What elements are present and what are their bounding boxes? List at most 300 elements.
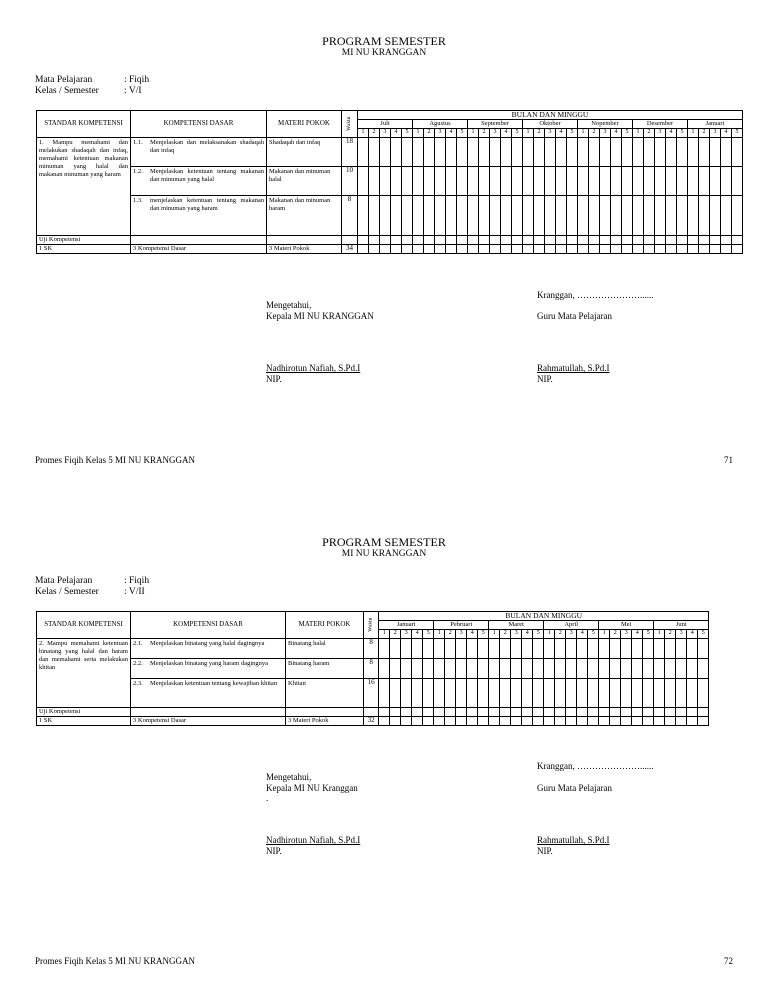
week-cell xyxy=(489,659,500,679)
week-number: 1 xyxy=(489,630,500,639)
week-cell xyxy=(643,679,654,708)
week-cell xyxy=(500,659,511,679)
week-cell xyxy=(369,167,380,196)
page-footer xyxy=(35,956,733,966)
month-header: Januari xyxy=(688,120,743,129)
week-cell xyxy=(687,679,698,708)
kompetensi-dasar-cell xyxy=(131,196,267,236)
headmaster-title: Kepala MI NU Kranggan xyxy=(266,783,358,793)
week-cell xyxy=(545,138,556,167)
week-cell xyxy=(478,708,489,717)
week-cell xyxy=(423,717,434,726)
week-cell xyxy=(721,245,732,254)
week-number: 2 xyxy=(479,129,490,138)
week-number: 4 xyxy=(412,630,423,639)
week-number: 1 xyxy=(358,129,369,138)
week-cell xyxy=(391,236,402,245)
week-cell xyxy=(622,245,633,254)
week-cell xyxy=(533,639,544,659)
week-number: 3 xyxy=(490,129,501,138)
week-number: 2 xyxy=(555,630,566,639)
info-value: : V/I xyxy=(124,86,142,96)
week-cell xyxy=(435,245,446,254)
week-cell xyxy=(478,717,489,726)
week-cell xyxy=(610,679,621,708)
week-cell xyxy=(490,236,501,245)
week-cell xyxy=(423,679,434,708)
waktu-cell: 18 xyxy=(342,138,358,167)
week-cell xyxy=(611,245,622,254)
week-cell xyxy=(721,236,732,245)
header-materi: MATERI POKOK xyxy=(286,612,364,639)
week-cell xyxy=(413,245,424,254)
week-number: 1 xyxy=(413,129,424,138)
week-cell xyxy=(534,167,545,196)
week-cell xyxy=(511,717,522,726)
week-cell xyxy=(710,245,721,254)
week-cell xyxy=(610,708,621,717)
week-cell xyxy=(566,659,577,679)
program-table xyxy=(36,611,709,726)
week-cell xyxy=(380,245,391,254)
kompetensi-dasar-cell xyxy=(131,167,267,196)
week-number: 4 xyxy=(687,630,698,639)
week-number: 5 xyxy=(512,129,523,138)
week-cell xyxy=(588,639,599,659)
week-cell xyxy=(413,196,424,236)
week-cell xyxy=(566,639,577,659)
week-cell xyxy=(600,245,611,254)
week-cell xyxy=(445,639,456,659)
week-cell xyxy=(423,639,434,659)
week-cell xyxy=(380,138,391,167)
week-cell xyxy=(666,245,677,254)
uji-kompetensi-label: Uji Kompetensi xyxy=(37,708,131,717)
week-cell xyxy=(655,245,666,254)
week-cell xyxy=(512,236,523,245)
standar-kompetensi-cell: 2. Mampu memahami ketentuan binatang yang halal dan haram dan memahami serta melakukan khitan xyxy=(37,639,131,708)
week-cell xyxy=(699,245,710,254)
week-cell xyxy=(567,236,578,245)
week-number: 3 xyxy=(456,630,467,639)
week-cell xyxy=(732,196,743,236)
kd-text: Menjelaskan ketentuan tentang makanan dan minuman yang halal xyxy=(150,168,264,183)
week-cell xyxy=(654,717,665,726)
program-table xyxy=(36,110,743,254)
week-cell xyxy=(445,717,456,726)
week-cell xyxy=(500,639,511,659)
week-number: 1 xyxy=(654,630,665,639)
week-cell xyxy=(588,708,599,717)
week-cell xyxy=(501,236,512,245)
kd-text: Menjelaskan dan melaksanakan shadaqah dan infaq xyxy=(150,139,264,154)
kd-number: 1.2. xyxy=(133,168,143,175)
week-number: 5 xyxy=(567,129,578,138)
week-cell xyxy=(545,236,556,245)
week-number: 1 xyxy=(688,129,699,138)
week-cell xyxy=(654,679,665,708)
place-date: Kranggan, …………………...... xyxy=(537,761,654,771)
week-cell xyxy=(391,138,402,167)
week-cell xyxy=(555,639,566,659)
week-cell xyxy=(545,245,556,254)
week-cell xyxy=(622,196,633,236)
week-number: 5 xyxy=(423,630,434,639)
week-cell xyxy=(456,717,467,726)
week-cell xyxy=(721,196,732,236)
total-mp: 3 Materi Pokok xyxy=(286,717,364,726)
week-cell xyxy=(457,236,468,245)
week-number: 3 xyxy=(710,129,721,138)
totals-row xyxy=(37,245,743,254)
week-number: 2 xyxy=(534,129,545,138)
week-cell xyxy=(534,236,545,245)
week-cell xyxy=(457,138,468,167)
week-cell xyxy=(369,138,380,167)
week-cell xyxy=(644,138,655,167)
week-number: 3 xyxy=(621,630,632,639)
week-cell xyxy=(577,679,588,708)
week-cell xyxy=(479,236,490,245)
week-cell xyxy=(379,708,390,717)
week-cell xyxy=(511,708,522,717)
week-cell xyxy=(555,708,566,717)
week-cell xyxy=(589,167,600,196)
week-cell xyxy=(600,167,611,196)
week-cell xyxy=(633,138,644,167)
week-cell xyxy=(511,659,522,679)
week-cell xyxy=(402,245,413,254)
week-cell xyxy=(655,196,666,236)
info-label: Mata Pelajaran xyxy=(35,576,93,586)
week-cell xyxy=(622,167,633,196)
week-cell xyxy=(665,639,676,659)
kd-number: 1.1. xyxy=(133,139,143,146)
week-number: 4 xyxy=(721,129,732,138)
footer-text: Promes Fiqih Kelas 5 MI NU KRANGGAN xyxy=(35,455,195,465)
week-cell xyxy=(358,245,369,254)
week-cell xyxy=(523,138,534,167)
week-cell xyxy=(456,639,467,659)
week-cell xyxy=(523,245,534,254)
week-cell xyxy=(588,717,599,726)
week-cell xyxy=(665,708,676,717)
week-number: 4 xyxy=(467,630,478,639)
week-cell xyxy=(677,245,688,254)
week-cell xyxy=(732,245,743,254)
week-cell xyxy=(610,659,621,679)
week-cell xyxy=(622,138,633,167)
week-cell xyxy=(468,236,479,245)
week-cell xyxy=(456,679,467,708)
week-cell xyxy=(654,659,665,679)
week-number: 4 xyxy=(632,630,643,639)
week-cell xyxy=(423,708,434,717)
week-cell xyxy=(666,196,677,236)
week-number: 4 xyxy=(556,129,567,138)
week-number: 2 xyxy=(699,129,710,138)
header-kompetensi: KOMPETENSI DASAR xyxy=(131,612,286,639)
week-cell xyxy=(467,717,478,726)
waktu-cell: 10 xyxy=(342,167,358,196)
week-number: 5 xyxy=(622,129,633,138)
table-row xyxy=(37,196,743,236)
week-cell xyxy=(435,196,446,236)
week-number: 5 xyxy=(457,129,468,138)
teacher-name: Rahmatullah, S.Pd.I xyxy=(537,363,610,373)
week-cell xyxy=(698,679,709,708)
kd-text: menjelaskan ketentuan tentang makanan dan minuman yang haram xyxy=(150,197,264,212)
week-cell xyxy=(545,196,556,236)
week-cell xyxy=(556,196,567,236)
kompetensi-dasar-cell xyxy=(131,659,286,679)
headmaster-name: Nadhirotun Nafiah, S.Pd.I xyxy=(266,835,361,845)
week-cell xyxy=(643,659,654,679)
table-row xyxy=(37,167,743,196)
subject-info xyxy=(35,576,149,598)
week-cell xyxy=(698,708,709,717)
week-cell xyxy=(666,167,677,196)
week-cell xyxy=(687,708,698,717)
teacher-title: Guru Mata Pelajaran xyxy=(537,311,612,321)
week-cell xyxy=(380,167,391,196)
week-cell xyxy=(688,167,699,196)
week-cell xyxy=(412,708,423,717)
total-waktu: 34 xyxy=(342,245,358,254)
week-cell xyxy=(380,236,391,245)
week-cell xyxy=(467,708,478,717)
week-cell xyxy=(457,196,468,236)
month-header: Agustus xyxy=(413,120,468,129)
week-cell xyxy=(699,167,710,196)
week-cell xyxy=(522,639,533,659)
week-cell xyxy=(566,679,577,708)
materi-pokok-cell: Makanan dan minuman haram xyxy=(267,196,342,236)
week-cell xyxy=(533,659,544,679)
week-cell xyxy=(435,138,446,167)
headmaster-nip: NIP. xyxy=(266,846,282,856)
week-number: 1 xyxy=(379,630,390,639)
week-cell xyxy=(577,717,588,726)
week-number: 5 xyxy=(533,630,544,639)
week-cell xyxy=(721,138,732,167)
week-cell xyxy=(643,717,654,726)
header-materi: MATERI POKOK xyxy=(267,111,342,138)
month-header: September xyxy=(468,120,523,129)
total-mp: 3 Materi Pokok xyxy=(267,245,342,254)
month-header: Oktober xyxy=(523,120,578,129)
week-cell xyxy=(523,196,534,236)
week-number: 3 xyxy=(655,129,666,138)
info-value: : Fiqih xyxy=(124,576,150,586)
week-number: 1 xyxy=(578,129,589,138)
week-cell xyxy=(478,679,489,708)
week-number: 1 xyxy=(468,129,479,138)
header-standar: STANDAR KOMPETENSI xyxy=(37,111,131,138)
week-cell xyxy=(457,245,468,254)
week-number: 2 xyxy=(390,630,401,639)
week-cell xyxy=(489,639,500,659)
week-cell xyxy=(500,717,511,726)
week-number: 3 xyxy=(545,129,556,138)
week-cell xyxy=(655,138,666,167)
week-cell xyxy=(699,196,710,236)
week-cell xyxy=(424,236,435,245)
table-row xyxy=(37,679,709,708)
week-cell xyxy=(644,245,655,254)
week-cell xyxy=(555,659,566,679)
waktu-cell: 8 xyxy=(342,196,358,236)
empty-cell xyxy=(267,236,342,245)
week-cell xyxy=(468,167,479,196)
week-cell xyxy=(523,236,534,245)
materi-pokok-cell: Binatang haram xyxy=(286,659,364,679)
week-cell xyxy=(412,717,423,726)
week-cell xyxy=(446,167,457,196)
week-cell xyxy=(600,236,611,245)
week-cell xyxy=(687,639,698,659)
total-sk: 1 SK xyxy=(37,717,131,726)
kompetensi-dasar-cell xyxy=(131,138,267,167)
kompetensi-dasar-cell xyxy=(131,639,286,659)
week-cell xyxy=(578,236,589,245)
week-cell xyxy=(611,196,622,236)
week-cell xyxy=(665,659,676,679)
week-cell xyxy=(511,679,522,708)
week-cell xyxy=(478,659,489,679)
week-cell xyxy=(632,639,643,659)
month-header: Desember xyxy=(633,120,688,129)
month-header: Maret xyxy=(489,621,544,630)
week-cell xyxy=(413,138,424,167)
week-number: 4 xyxy=(501,129,512,138)
week-cell xyxy=(643,708,654,717)
week-cell xyxy=(512,196,523,236)
week-cell xyxy=(687,659,698,679)
empty-cell xyxy=(131,236,267,245)
week-cell xyxy=(676,717,687,726)
empty-cell xyxy=(342,236,358,245)
week-number: 3 xyxy=(566,630,577,639)
week-number: 4 xyxy=(522,630,533,639)
week-cell xyxy=(578,196,589,236)
week-cell xyxy=(390,659,401,679)
headmaster-name: Nadhirotun Nafiah, S.Pd.I xyxy=(266,363,361,373)
week-cell xyxy=(666,138,677,167)
week-cell xyxy=(468,196,479,236)
week-cell xyxy=(599,708,610,717)
week-cell xyxy=(610,639,621,659)
empty-cell xyxy=(131,708,286,717)
week-cell xyxy=(522,717,533,726)
week-cell xyxy=(666,236,677,245)
subject-info xyxy=(35,75,149,97)
month-header: Juli xyxy=(358,120,413,129)
week-number: 3 xyxy=(600,129,611,138)
week-cell xyxy=(369,236,380,245)
header-standar: STANDAR KOMPETENSI xyxy=(37,612,131,639)
week-cell xyxy=(677,138,688,167)
header-waktu: Waktu xyxy=(364,612,379,639)
info-label: Mata Pelajaran xyxy=(35,75,93,85)
kd-text: Menjelaskan binatang yang halal dagingnya xyxy=(150,640,265,647)
week-cell xyxy=(501,245,512,254)
total-kd: 3 Kompetensi Dasar xyxy=(131,717,286,726)
week-cell xyxy=(379,717,390,726)
week-cell xyxy=(522,679,533,708)
week-cell xyxy=(534,138,545,167)
week-cell xyxy=(567,138,578,167)
week-cell xyxy=(621,717,632,726)
week-cell xyxy=(445,708,456,717)
week-cell xyxy=(380,196,391,236)
week-cell xyxy=(412,639,423,659)
week-cell xyxy=(456,659,467,679)
week-cell xyxy=(390,708,401,717)
week-cell xyxy=(358,236,369,245)
week-cell xyxy=(379,639,390,659)
week-number: 2 xyxy=(610,630,621,639)
week-cell xyxy=(512,167,523,196)
page-footer xyxy=(35,455,733,465)
week-cell xyxy=(710,196,721,236)
week-number: 2 xyxy=(424,129,435,138)
week-cell xyxy=(589,138,600,167)
week-cell xyxy=(632,659,643,679)
headmaster-dot: . xyxy=(266,793,269,803)
week-number: 5 xyxy=(732,129,743,138)
week-cell xyxy=(556,138,567,167)
week-cell xyxy=(401,659,412,679)
week-cell xyxy=(490,138,501,167)
week-cell xyxy=(445,659,456,679)
week-cell xyxy=(489,708,500,717)
week-cell xyxy=(369,196,380,236)
program-semester-page-2 xyxy=(0,501,768,1002)
week-cell xyxy=(533,679,544,708)
week-cell xyxy=(567,196,578,236)
week-cell xyxy=(633,167,644,196)
week-cell xyxy=(446,196,457,236)
week-cell xyxy=(467,659,478,679)
header-waktu: Waktu xyxy=(342,111,358,138)
week-cell xyxy=(412,679,423,708)
kompetensi-dasar-cell xyxy=(131,679,286,708)
week-cell xyxy=(677,167,688,196)
week-cell xyxy=(654,639,665,659)
week-cell xyxy=(610,717,621,726)
week-cell xyxy=(523,167,534,196)
week-cell xyxy=(687,717,698,726)
week-number: 1 xyxy=(434,630,445,639)
week-cell xyxy=(478,639,489,659)
week-cell xyxy=(390,679,401,708)
headmaster-title: Kepala MI NU KRANGGAN xyxy=(266,311,374,321)
week-cell xyxy=(401,639,412,659)
total-waktu: 32 xyxy=(364,717,379,726)
week-number: 2 xyxy=(445,630,456,639)
page-subtitle: MI NU KRANGGAN xyxy=(341,549,427,559)
week-cell xyxy=(402,138,413,167)
week-cell xyxy=(589,196,600,236)
week-number: 5 xyxy=(677,129,688,138)
week-cell xyxy=(369,245,380,254)
week-number: 4 xyxy=(446,129,457,138)
week-cell xyxy=(544,679,555,708)
week-cell xyxy=(699,236,710,245)
week-cell xyxy=(512,245,523,254)
week-cell xyxy=(599,679,610,708)
